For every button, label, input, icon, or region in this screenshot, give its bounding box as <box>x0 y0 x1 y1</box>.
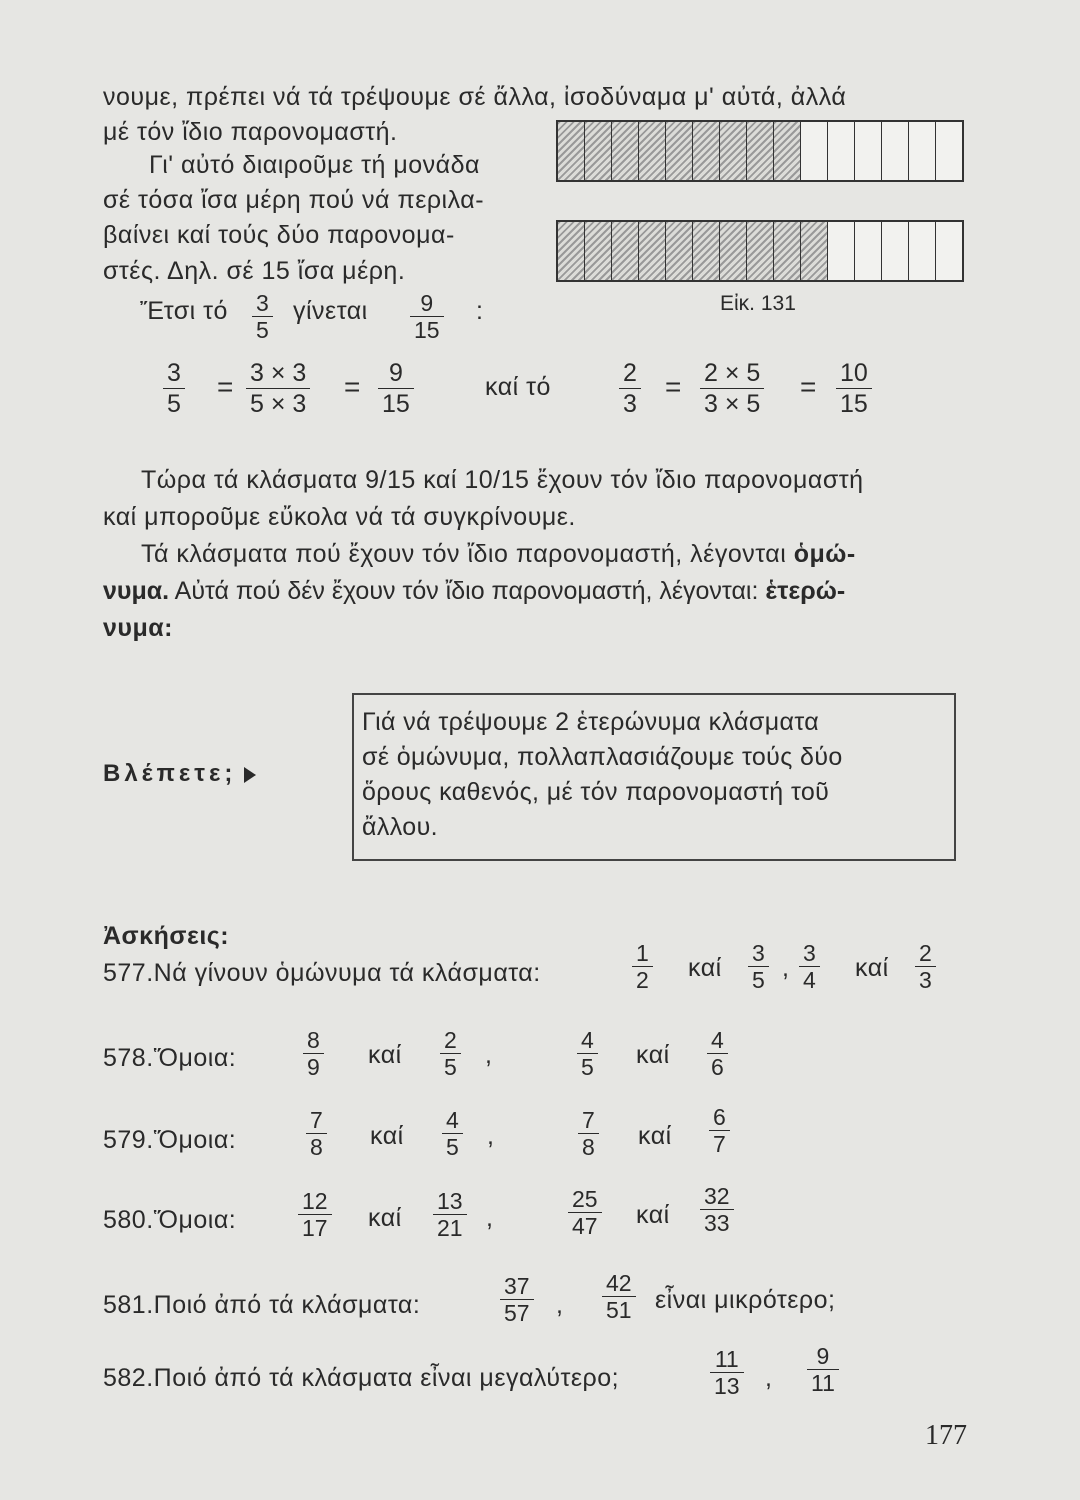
bar-cell-shaded <box>639 222 666 280</box>
numerator: 37 <box>504 1273 530 1299</box>
denominator: 5 <box>440 1053 461 1080</box>
bar-cell-shaded <box>693 222 720 280</box>
figure-caption: Εἰκ. 131 <box>720 292 796 315</box>
bar-cell-shaded <box>747 222 774 280</box>
etsi-colon: : <box>476 297 484 325</box>
fraction <box>298 1188 332 1241</box>
bar-cell-shaded <box>612 122 639 180</box>
fraction <box>306 1107 327 1160</box>
fraction <box>807 1343 839 1396</box>
denominator: 5 <box>252 316 273 343</box>
fraction <box>799 940 820 993</box>
equals-sign: = <box>800 371 817 402</box>
numerator: 32 <box>704 1183 730 1209</box>
denominator: 8 <box>306 1133 327 1160</box>
word-kai: καί <box>688 954 722 982</box>
intro-line-2: μέ τόν ἴδιο παρονομαστή. <box>103 118 398 146</box>
bar-cell <box>882 222 909 280</box>
term-homonyma-end: νυμα. <box>103 577 170 605</box>
denominator: 5 <box>442 1133 463 1160</box>
fraction <box>707 1027 728 1080</box>
word-kai: καί <box>636 1041 670 1069</box>
bar-cell <box>855 122 882 180</box>
fraction-bar-top <box>556 120 964 182</box>
eq1-fraction-c <box>378 358 414 419</box>
denominator: 9 <box>303 1053 324 1080</box>
fraction <box>632 940 653 993</box>
para-line-5: νυμα: <box>103 614 173 642</box>
rule-box <box>352 693 956 861</box>
numerator: 3 <box>256 290 269 316</box>
denominator: 4 <box>799 966 820 993</box>
blepete-text: Βλέπετε; <box>103 760 237 787</box>
word-kai: καί <box>368 1204 402 1232</box>
numerator: 9 <box>388 359 403 387</box>
numerator: 2 <box>444 1027 457 1053</box>
para-text: Αὐτά πού δέν ἔχουν τόν ἴδιο παρονομαστή, λέγονται: <box>169 577 766 605</box>
exercise-580-label: 580.Ὅμοια: <box>103 1206 237 1234</box>
eq2-fraction-c <box>836 358 872 419</box>
denominator: 5 <box>577 1053 598 1080</box>
denominator: 21 <box>433 1214 467 1241</box>
equals-sign: = <box>344 371 361 402</box>
fraction-9-15 <box>410 290 444 343</box>
para-line-4 <box>103 576 845 606</box>
numerator: 25 <box>572 1186 598 1212</box>
fraction <box>500 1273 534 1326</box>
bar-cell-shaded <box>693 122 720 180</box>
denominator: 5 × 3 <box>246 388 310 419</box>
intro-line-1: νουμε, πρέπει νά τά τρέψουμε σέ ἄλλα, ἰσοδύναμα μ' αὐτά, ἀλλά <box>103 83 847 111</box>
fraction <box>700 1183 734 1236</box>
numerator: 7 <box>582 1107 595 1133</box>
bar-cell-shaded <box>639 122 666 180</box>
intro-line-6: στές. Δηλ. σέ 15 ἴσα μέρη. <box>103 257 406 285</box>
intro-line-5: βαίνει καί τούς δύο παρονομα- <box>103 221 455 249</box>
denominator: 15 <box>410 316 444 343</box>
denominator: 3 × 5 <box>700 388 764 419</box>
rule-line-2: σέ ὁμώνυμα, πολλαπλασιάζουμε τούς δύο <box>362 743 843 771</box>
intro-line-4: σέ τόσα ἴσα μέρη πού νά περιλα- <box>103 186 485 214</box>
bar-cell <box>828 122 855 180</box>
numerator: 7 <box>310 1107 323 1133</box>
word-kai: καί <box>855 954 889 982</box>
denominator: 33 <box>700 1209 734 1236</box>
comma: , <box>485 1041 493 1069</box>
numerator: 6 <box>713 1104 726 1130</box>
bar-cell-shaded <box>774 222 801 280</box>
bar-cell-shaded <box>612 222 639 280</box>
denominator: 13 <box>710 1372 744 1399</box>
bar-cell-shaded <box>774 122 801 180</box>
denominator: 17 <box>298 1214 332 1241</box>
bar-cell <box>801 122 828 180</box>
term-heteronyma: ἑτερώ- <box>765 577 846 605</box>
exercise-581-tail: εἶναι μικρότερο; <box>655 1286 836 1314</box>
eq-joiner: καί τό <box>485 373 551 401</box>
eq1-fraction-b <box>246 358 310 419</box>
comma: , <box>782 954 790 982</box>
numerator: 3 <box>803 940 816 966</box>
bar-cell <box>882 122 909 180</box>
numerator: 9 <box>420 290 434 316</box>
exercise-581-label: 581.Ποιό ἀπό τά κλάσματα: <box>103 1291 421 1319</box>
etsi-middle: γίνεται <box>293 297 368 325</box>
comma: , <box>486 1204 494 1232</box>
bar-cell-shaded <box>585 122 612 180</box>
exercise-582-label: 582.Ποιό ἀπό τά κλάσματα εἶναι μεγαλύτερο; <box>103 1364 620 1392</box>
fraction <box>710 1346 744 1399</box>
denominator: 7 <box>709 1130 730 1157</box>
denominator: 5 <box>748 966 769 993</box>
bar-cell-shaded <box>558 222 585 280</box>
bar-cell <box>936 122 962 180</box>
word-kai: καί <box>370 1122 404 1150</box>
bar-cell <box>828 222 855 280</box>
etsi-prefix: Ἔτσι τό <box>140 297 228 325</box>
comma: , <box>765 1364 773 1392</box>
word-kai: καί <box>636 1201 670 1229</box>
numerator: 42 <box>606 1270 632 1296</box>
rule-line-3: ὅρους καθενός, μέ τόν παρονομαστή τοῦ <box>362 778 830 806</box>
comma: , <box>556 1291 564 1319</box>
fraction <box>433 1188 467 1241</box>
bar-cell <box>909 222 936 280</box>
eq2-fraction-b <box>700 358 764 419</box>
exercise-578-label: 578.Ὅμοια: <box>103 1044 237 1072</box>
numerator: 3 <box>167 359 181 387</box>
bar-cell-shaded <box>558 122 585 180</box>
bar-cell-shaded <box>747 122 774 180</box>
denominator: 15 <box>836 388 872 419</box>
denominator: 5 <box>163 388 185 419</box>
comma: , <box>487 1122 495 1150</box>
denominator: 3 <box>915 966 936 993</box>
numerator: 11 <box>714 1346 739 1372</box>
numerator: 12 <box>302 1188 328 1214</box>
denominator: 11 <box>807 1369 839 1396</box>
denominator: 57 <box>500 1299 534 1326</box>
word-kai: καί <box>638 1122 672 1150</box>
bar-cell-shaded <box>720 122 747 180</box>
fraction-3-5 <box>252 290 273 343</box>
numerator: 4 <box>446 1107 459 1133</box>
bar-cell <box>855 222 882 280</box>
fraction <box>568 1186 602 1239</box>
fraction <box>442 1107 463 1160</box>
para-text: Τά κλάσματα πού ἔχουν τόν ἴδιο παρονομαστή, λέγονται <box>141 540 794 568</box>
bar-cell-shaded <box>585 222 612 280</box>
numerator: 2 × 5 <box>704 359 761 387</box>
denominator: 2 <box>632 966 653 993</box>
equals-sign: = <box>217 371 234 402</box>
word-kai: καί <box>368 1041 402 1069</box>
bar-cell <box>909 122 936 180</box>
numerator: 1 <box>636 940 649 966</box>
bar-cell-shaded <box>666 122 693 180</box>
equals-sign: = <box>665 371 682 402</box>
para-line-2: καί μποροῦμε εὔκολα νά τά συγκρίνουμε. <box>103 503 576 531</box>
para-line-3 <box>141 539 856 569</box>
exercise-577-label: 577.Νά γίνουν ὁμώνυμα τά κλάσματα: <box>103 959 541 987</box>
rule-line-1: Γιά νά τρέψουμε 2 ἑτερώνυμα κλάσματα <box>362 708 820 736</box>
denominator: 6 <box>707 1053 728 1080</box>
numerator: 9 <box>816 1343 830 1369</box>
rule-line-4: ἄλλου. <box>362 813 438 841</box>
exercises-title: Ἀσκήσεις: <box>103 922 230 950</box>
numerator: 4 <box>711 1027 724 1053</box>
denominator: 15 <box>378 388 414 419</box>
denominator: 8 <box>578 1133 599 1160</box>
numerator: 2 <box>919 940 932 966</box>
numerator: 8 <box>307 1027 320 1053</box>
numerator: 2 <box>623 359 637 387</box>
fraction <box>748 940 769 993</box>
blepete-label <box>103 760 256 788</box>
fraction <box>602 1270 636 1323</box>
fraction <box>440 1027 461 1080</box>
bar-cell-shaded <box>720 222 747 280</box>
numerator: 13 <box>437 1188 463 1214</box>
numerator: 10 <box>840 359 868 387</box>
numerator: 4 <box>581 1027 594 1053</box>
page-number: 177 <box>925 1420 967 1451</box>
fraction <box>577 1027 598 1080</box>
eq1-fraction-a <box>163 358 185 419</box>
fraction <box>578 1107 599 1160</box>
denominator: 47 <box>568 1212 602 1239</box>
bar-cell-shaded <box>666 222 693 280</box>
denominator: 51 <box>602 1296 636 1323</box>
denominator: 3 <box>619 388 641 419</box>
fraction <box>709 1104 730 1157</box>
numerator: 3 <box>752 940 765 966</box>
term-homonyma: ὁμώ- <box>793 540 856 568</box>
intro-line-3: Γι' αὐτό διαιροῦμε τή μονάδα <box>149 151 480 179</box>
fraction <box>303 1027 324 1080</box>
arrow-right-icon <box>244 767 256 783</box>
bar-cell <box>936 222 962 280</box>
numerator: 3 × 3 <box>250 359 307 387</box>
eq2-fraction-a <box>619 358 641 419</box>
fraction <box>915 940 936 993</box>
exercise-579-label: 579.Ὅμοια: <box>103 1126 237 1154</box>
bar-cell-shaded <box>801 222 828 280</box>
para-line-1: Τώρα τά κλάσματα 9/15 καί 10/15 ἔχουν τόν ἴδιο παρονομαστή <box>141 466 864 494</box>
fraction-bar-bottom <box>556 220 964 282</box>
